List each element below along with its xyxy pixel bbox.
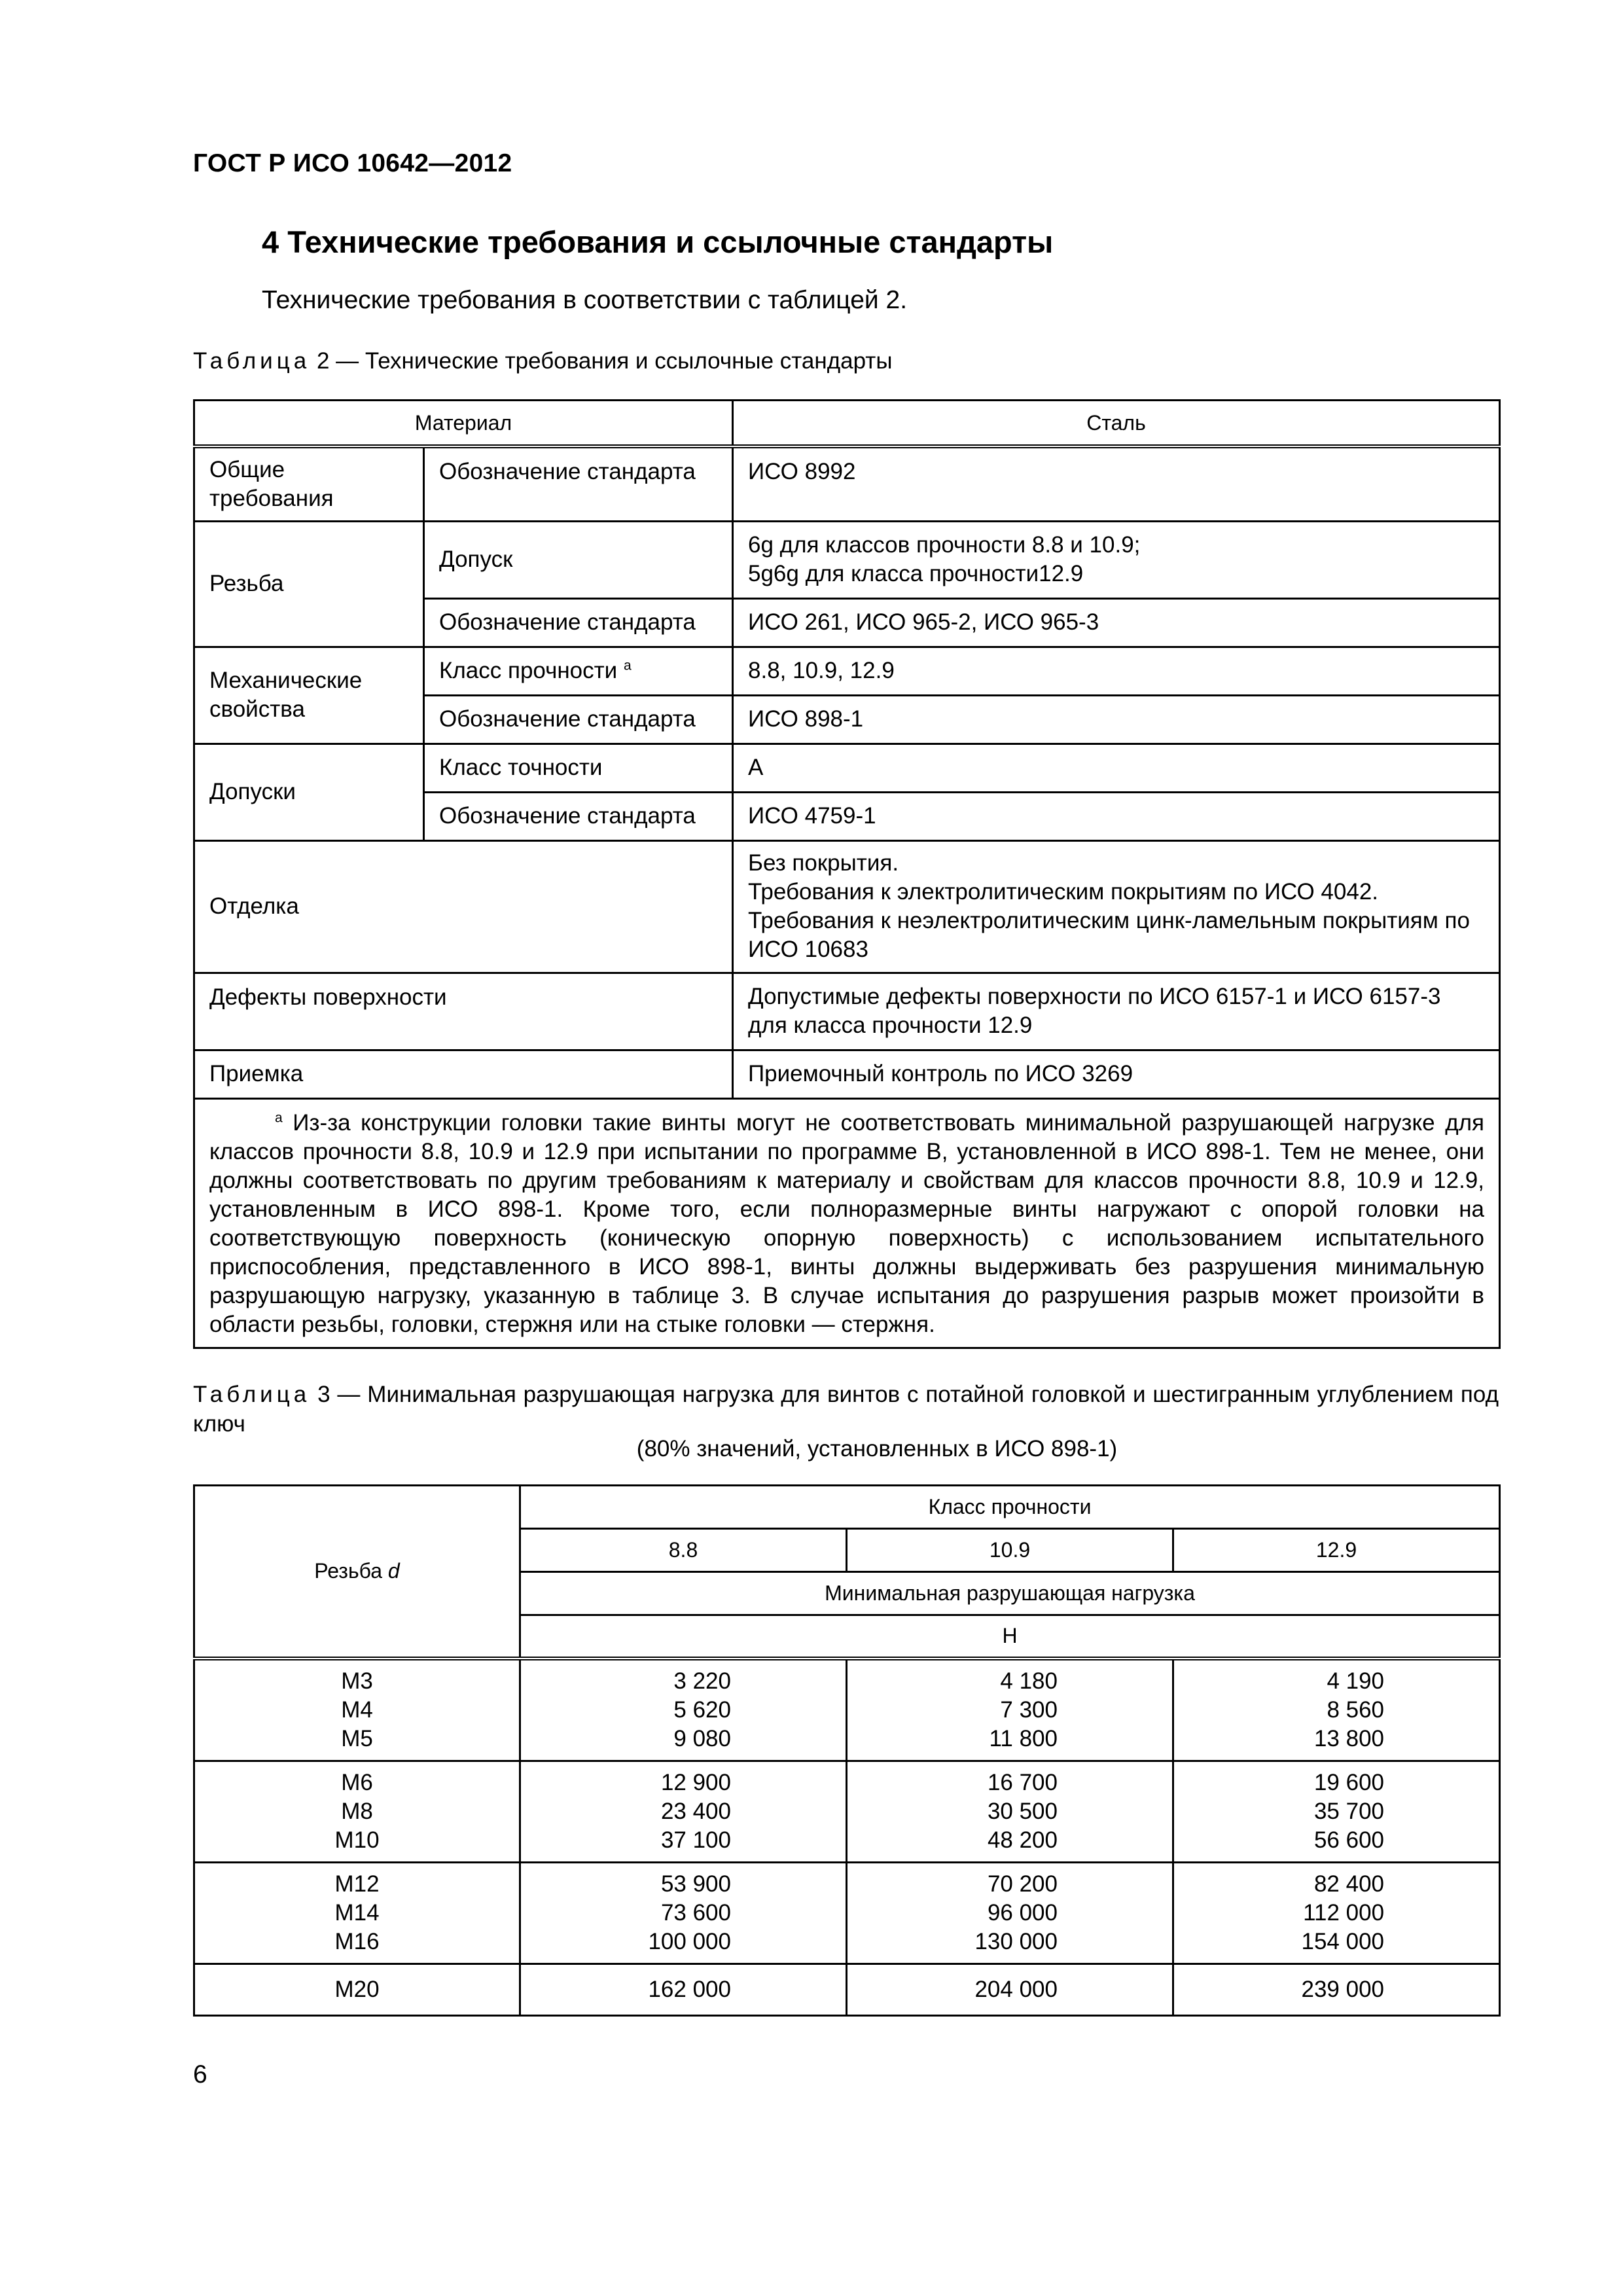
thread-size: M8 — [341, 1798, 373, 1824]
load-cell — [847, 1659, 1173, 1761]
load-value: 204 000 — [974, 1976, 1058, 2002]
table3-caption-text: 3 — Минимальная разрушающая нагрузка для винтов с потайной головкой и шестигранным углублением под ключ — [193, 1382, 1499, 1437]
load-value: 162 000 — [648, 1976, 731, 2002]
row-param — [424, 647, 733, 695]
table2-footnote — [194, 1098, 1500, 1348]
table2-caption-label: Таблица — [193, 348, 311, 374]
table3-caption — [193, 1380, 1499, 1439]
load-value: 8 560 — [1327, 1696, 1385, 1723]
load-cell — [847, 1862, 1173, 1964]
load-value: 11 800 — [989, 1725, 1058, 1751]
load-cell — [520, 1862, 847, 1964]
load-value: 154 000 — [1301, 1928, 1385, 1954]
value-line: 6g для классов прочности 8.8 и 10.9; — [748, 532, 1141, 558]
load-value: 53 900 — [660, 1871, 731, 1897]
table-row — [194, 1964, 1500, 2015]
table-row — [194, 973, 1500, 1050]
row-group-label: Общие требования — [194, 446, 424, 521]
table-row — [194, 1050, 1500, 1098]
table3 — [193, 1484, 1501, 2017]
value-line: Требования к неэлектролитическим цинк-ламельным покрытиям по ИСО 10683 — [748, 908, 1470, 962]
thread-size: M4 — [341, 1696, 373, 1723]
load-value: 16 700 — [987, 1769, 1058, 1795]
row-value: 8.8, 10.9, 12.9 — [733, 647, 1500, 695]
row-value: Приемочный контроль по ИСО 3269 — [733, 1050, 1500, 1098]
load-cell — [520, 1659, 847, 1761]
value-line: Требования к электролитическим покрытиям по ИСО 4042. — [748, 879, 1379, 905]
load-value: 35 700 — [1313, 1798, 1385, 1824]
footnote-mark: a — [275, 1109, 283, 1125]
load-value: 70 200 — [987, 1871, 1058, 1897]
table2-caption — [193, 348, 1499, 374]
load-value: 239 000 — [1301, 1976, 1385, 2002]
thread-label: Резьба — [314, 1559, 383, 1583]
header-steel: Сталь — [733, 401, 1500, 447]
load-cell — [847, 1761, 1173, 1862]
thread-size: M10 — [334, 1827, 380, 1853]
header-thread — [194, 1486, 520, 1659]
header-material: Материал — [194, 401, 733, 447]
row-value: ИСО 261, ИСО 965-2, ИСО 965-3 — [733, 598, 1500, 647]
load-value: 56 600 — [1313, 1827, 1385, 1853]
load-value: 130 000 — [974, 1928, 1058, 1954]
load-value: 4 180 — [1000, 1668, 1058, 1694]
table3-caption-label: Таблица — [193, 1382, 311, 1407]
load-value: 82 400 — [1313, 1871, 1385, 1897]
load-value: 9 080 — [673, 1725, 731, 1751]
section-title: 4 Технические требования и ссылочные стандарты — [262, 224, 1054, 259]
header-class-109: 10.9 — [847, 1529, 1173, 1572]
thread-size: M3 — [341, 1668, 373, 1694]
row-value: ИСО 8992 — [733, 446, 1500, 521]
table-row — [194, 1862, 1500, 1964]
row-param: Обозначение стандарта — [424, 598, 733, 647]
section-intro: Технические требования в соответствии с таблицей 2. — [262, 286, 908, 314]
page-number: 6 — [193, 2060, 207, 2089]
load-value: 30 500 — [987, 1798, 1058, 1824]
param-text: Класс прочности — [439, 658, 618, 683]
table-row — [194, 446, 1500, 521]
row-param: Класс точности — [424, 744, 733, 792]
load-cell — [520, 1964, 847, 2015]
header-class-129: 12.9 — [1173, 1529, 1500, 1572]
load-value: 73 600 — [660, 1899, 731, 1926]
load-cell — [1173, 1862, 1500, 1964]
table-row — [194, 744, 1500, 792]
load-value: 5 620 — [673, 1696, 731, 1723]
load-value: 13 800 — [1313, 1725, 1385, 1751]
thread-size-cell — [194, 1862, 520, 1964]
value-line: 5g6g для класса прочности12.9 — [748, 561, 1084, 586]
thread-size: M5 — [341, 1725, 373, 1751]
table-row — [194, 521, 1500, 598]
load-value: 37 100 — [660, 1827, 731, 1853]
document-code: ГОСТ Р ИСО 10642—2012 — [193, 149, 512, 177]
table-row — [194, 1761, 1500, 1862]
table2-caption-text: 2 — Технические требования и ссылочные стандарты — [316, 348, 893, 374]
table3-header-row — [194, 1486, 1500, 1529]
header-class-88: 8.8 — [520, 1529, 847, 1572]
load-value: 7 300 — [1000, 1696, 1058, 1723]
load-value: 3 220 — [673, 1668, 731, 1694]
load-value: 12 900 — [660, 1769, 731, 1795]
table-row — [194, 647, 1500, 695]
row-param: Допуск — [424, 521, 733, 598]
thread-size-cell — [194, 1659, 520, 1761]
load-value: 23 400 — [660, 1798, 731, 1824]
load-value: 19 600 — [1313, 1769, 1385, 1795]
row-label: Дефекты поверхности — [194, 973, 733, 1050]
row-value — [733, 840, 1500, 973]
load-cell — [1173, 1659, 1500, 1761]
thread-size: M14 — [334, 1899, 380, 1926]
footnote-text: Из-за конструкции головки такие винты могут не соответствовать минимальной разрушающей нагрузке для классов прочности 8.8, 10.9 и 12.9 при испытании по программе В, установленной в ИСО 898-1. Тем не менее, они должны соответствовать по другим требованиям к материалу и свойствам для классов прочности 8.8, 10.9 и 12.9, установленным в ИСО 898-1. Кроме того, если полноразмерные винты нагружают с опорой головки на соответствующую поверхность (коническую опорную поверхность) с использованием испытательного приспособления, представленного в ИСО 898-1, винты должны выдерживать без разрушения минимальную разрушающую нагрузку, указанную в таблице 3. В случае испытания до разрушения разрыв может произойти в области резьбы, головки, стержня или на стыке головки — стержня. — [209, 1109, 1484, 1337]
table3-body — [194, 1659, 1500, 2016]
row-value — [733, 521, 1500, 598]
row-param: Обозначение стандарта — [424, 446, 733, 521]
header-min-load: Минимальная разрушающая нагрузка — [520, 1572, 1500, 1615]
table3-subcaption: (80% значений, установленных в ИСО 898-1) — [636, 1436, 1118, 1462]
footnote-mark: a — [623, 658, 632, 673]
row-value: Допустимые дефекты поверхности по ИСО 6157-1 и ИСО 6157-3 для класса прочности 12.9 — [733, 973, 1500, 1050]
header-strength-class: Класс прочности — [520, 1486, 1500, 1529]
thread-size: M12 — [334, 1871, 380, 1897]
load-cell — [847, 1964, 1173, 2015]
thread-size: M16 — [334, 1928, 380, 1954]
load-cell — [1173, 1761, 1500, 1862]
row-value: A — [733, 744, 1500, 792]
thread-size-cell — [194, 1964, 520, 2015]
header-unit: Н — [520, 1615, 1500, 1659]
row-group-label: Резьба — [194, 521, 424, 647]
row-value: ИСО 4759-1 — [733, 792, 1500, 840]
thread-size: M20 — [334, 1976, 380, 2002]
load-value: 96 000 — [987, 1899, 1058, 1926]
row-group-label: Механические свойства — [194, 647, 424, 744]
table-row — [194, 840, 1500, 973]
row-group-label: Допуски — [194, 744, 424, 840]
row-value: ИСО 898-1 — [733, 695, 1500, 744]
load-value: 112 000 — [1303, 1899, 1385, 1926]
load-cell — [1173, 1964, 1500, 2015]
row-param: Обозначение стандарта — [424, 792, 733, 840]
table2-footnote-row — [194, 1098, 1500, 1348]
row-label: Отделка — [194, 840, 733, 973]
load-cell — [520, 1761, 847, 1862]
value-line: Без покрытия. — [748, 850, 899, 876]
thread-size: M6 — [341, 1769, 373, 1795]
load-value: 100 000 — [648, 1928, 731, 1954]
table2 — [193, 399, 1501, 1349]
thread-symbol: d — [387, 1559, 400, 1583]
load-value: 4 190 — [1327, 1668, 1385, 1694]
row-label: Приемка — [194, 1050, 733, 1098]
table-row — [194, 1659, 1500, 1761]
row-param: Обозначение стандарта — [424, 695, 733, 744]
thread-size-cell — [194, 1761, 520, 1862]
table2-header-row — [194, 401, 1500, 447]
load-value: 48 200 — [987, 1827, 1058, 1853]
